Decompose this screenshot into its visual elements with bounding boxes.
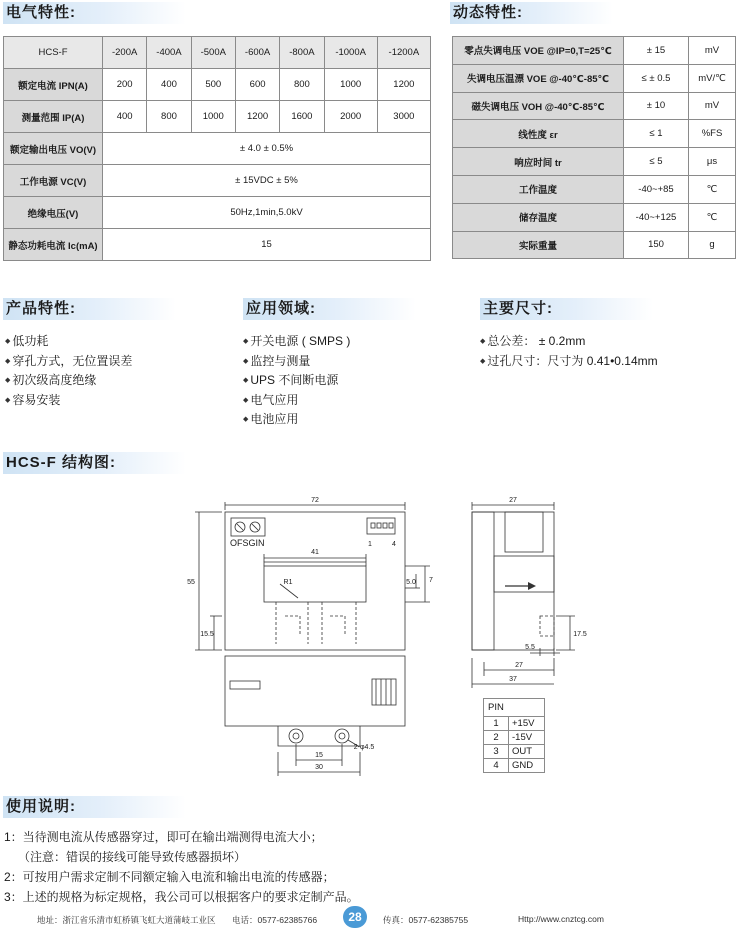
spec-value-cell: 200 (103, 69, 147, 101)
usage-line: （注意：错误的接线可能导致传感器损坏） (18, 850, 247, 864)
spec-value-cell: 600 (235, 69, 279, 101)
dynamic-unit: g (689, 231, 736, 259)
spec-row-label: 额定输出电压 VO(V) (4, 133, 103, 165)
usage-line: 2：可按用户需求定制不同额定输入电流和输出电流的传感器； (4, 870, 335, 884)
list-item: ◆ 电气应用 (243, 391, 350, 411)
spec-row-label: 绝缘电压(V) (4, 197, 103, 229)
spec-value-cell: 1200 (377, 69, 430, 101)
bottom-view-body (225, 656, 405, 726)
spec-value-cell: 800 (147, 101, 191, 133)
dim-17-5: 17.5 (573, 631, 587, 638)
dynamic-unit: ℃ (689, 203, 736, 231)
list-item: ◆ 开关电源 ( SMPS ) (243, 332, 350, 352)
applications-list (243, 332, 350, 430)
dim-side-width: 27 (509, 497, 517, 504)
dynamic-unit: μs (689, 148, 736, 176)
dim-height: 55 (187, 579, 195, 586)
dynamic-row (453, 37, 736, 65)
page-number: 28 (343, 906, 367, 928)
spec-header-row (4, 37, 431, 69)
dynamic-value: -40~+125 (624, 203, 689, 231)
dim-radius: R1 (283, 579, 293, 586)
section-title-application: 应用领域: (243, 298, 416, 320)
list-item: ◆ 容易安装 (5, 391, 132, 411)
usage-notes (4, 827, 359, 907)
spec-value-cell: 3000 (377, 101, 430, 133)
dynamic-value: -40~+85 (624, 175, 689, 203)
dim-hole: 2-φ4.5 (353, 744, 375, 751)
spec-row-label: 静态功耗电流 Ic(mA) (4, 229, 103, 261)
dim-30: 30 (315, 764, 323, 771)
spec-model-cell: -200A (103, 37, 147, 69)
spec-value-cell: 500 (191, 69, 235, 101)
spec-model-cell: -500A (191, 37, 235, 69)
pin-signal: -15V (509, 731, 545, 745)
spec-row (4, 69, 431, 101)
spec-value-cell: 2000 (324, 101, 377, 133)
dynamic-label: 储存温度 (453, 203, 624, 231)
dynamic-label: 线性度 εr (453, 120, 624, 148)
spec-value-cell: 1200 (235, 101, 279, 133)
pin-row (484, 717, 545, 731)
spec-merged-value: ± 4.0 ± 0.5% (103, 133, 431, 165)
spec-merged-row (4, 229, 431, 261)
dynamic-row (453, 203, 736, 231)
dim-15: 15 (315, 752, 323, 759)
section-title-product: 产品特性: (3, 298, 176, 320)
footer-fax: 传真：0577-62385755 (383, 915, 469, 925)
spec-header-label: HCS-F (4, 37, 103, 69)
pin-first-label: 1 (368, 541, 372, 548)
pin-number: 3 (484, 745, 509, 759)
front-view-body (225, 512, 405, 650)
dim-5-5: 5.5 (525, 644, 535, 651)
list-item: ◆ 低功耗 (5, 332, 132, 352)
section-title-structure: HCS-F 结构图: (3, 452, 186, 474)
spec-row (4, 101, 431, 133)
dynamic-unit: mV/℃ (689, 64, 736, 92)
electrical-spec-table (3, 36, 431, 261)
pin-table (483, 698, 545, 773)
spec-merged-row (4, 133, 431, 165)
footer-address: 地址：浙江省乐清市虹桥镇飞虹大道蒲岐工业区 (37, 915, 216, 925)
pin-header: PIN (484, 699, 545, 717)
list-item: ◆ 监控与测量 (243, 352, 350, 372)
pin-row (484, 745, 545, 759)
spec-model-cell: -1200A (377, 37, 430, 69)
footer-web: Http://www.cnztcg.com (518, 914, 604, 924)
dynamic-value: 150 (624, 231, 689, 259)
spec-row-label: 测量范围 IP(A) (4, 101, 103, 133)
spec-merged-value: ± 15VDC ± 5% (103, 165, 431, 197)
dim-aperture-width: 41 (311, 549, 319, 556)
dynamic-value: ± 15 (624, 37, 689, 65)
pin-number: 2 (484, 731, 509, 745)
dynamic-row (453, 64, 736, 92)
section-title-size: 主要尺寸: (480, 298, 653, 320)
dynamic-unit: mV (689, 92, 736, 120)
pin-number: 4 (484, 759, 509, 773)
pin-row (484, 731, 545, 745)
dynamic-value: ≤ 5 (624, 148, 689, 176)
dynamic-label: 零点失调电压 VOE @IP=0,T=25℃ (453, 37, 624, 65)
list-item: ◆ 过孔尺寸：尺寸为 0.41•0.14mm (480, 352, 658, 372)
spec-value-cell: 800 (280, 69, 324, 101)
side-view-body (472, 512, 554, 650)
spec-merged-value: 50Hz,1min,5.0kV (103, 197, 431, 229)
spec-model-cell: -800A (280, 37, 324, 69)
spec-model-cell: -600A (235, 37, 279, 69)
spec-row-label: 额定电流 IPN(A) (4, 69, 103, 101)
spec-value-cell: 400 (147, 69, 191, 101)
product-features-list (5, 332, 132, 410)
dynamic-unit: mV (689, 37, 736, 65)
list-item: ◆ 初次级高度绝缘 (5, 371, 132, 391)
dynamic-unit: ℃ (689, 175, 736, 203)
list-item: ◆ UPS 不间断电源 (243, 371, 350, 391)
mounting-flange (278, 726, 360, 746)
dynamic-label: 磁失调电压 VOH @-40℃-85℃ (453, 92, 624, 120)
pin-signal: +15V (509, 717, 545, 731)
pin-number: 1 (484, 717, 509, 731)
spec-model-cell: -1000A (324, 37, 377, 69)
dynamic-unit: %FS (689, 120, 736, 148)
spec-merged-value: 15 (103, 229, 431, 261)
pin-last-label: 4 (392, 541, 396, 548)
dynamic-label: 失调电压温漂 VOE @-40℃-85℃ (453, 64, 624, 92)
current-arrow-icon (528, 582, 536, 590)
list-item: ◆ 总公差： ± 0.2mm (480, 332, 658, 352)
spec-merged-row (4, 197, 431, 229)
dynamic-row (453, 120, 736, 148)
list-item: ◆ 电池应用 (243, 410, 350, 430)
dynamic-value: ± 10 (624, 92, 689, 120)
dim-width: 72 (311, 497, 319, 504)
main-size-list (480, 332, 658, 371)
usage-line: 1：当待测电流从传感器穿过，即可在输出端测得电流大小； (4, 830, 323, 844)
dynamic-value: ≤ 1 (624, 120, 689, 148)
section-title-electrical: 电气特性: (3, 2, 186, 24)
spec-value-cell: 1600 (280, 101, 324, 133)
structure-diagram (0, 476, 739, 806)
footer-phone: 电话：0577-62385766 (232, 915, 318, 925)
brand-label: OFSGIN (230, 538, 265, 548)
dim-15-5: 15.5 (200, 631, 214, 638)
spec-merged-row (4, 165, 431, 197)
spec-model-cell: -400A (147, 37, 191, 69)
dynamic-value: ≤ ± 0.5 (624, 64, 689, 92)
pin-header-row (484, 699, 545, 717)
spec-value-cell: 400 (103, 101, 147, 133)
spec-row-label: 工作电源 VC(V) (4, 165, 103, 197)
aperture (264, 566, 366, 602)
dynamic-spec-table (452, 36, 736, 259)
usage-line: 3：上述的规格为标定规格，我公司可以根据客户的要求定制产品。 (4, 890, 359, 904)
pin-row (484, 759, 545, 773)
dynamic-label: 实际重量 (453, 231, 624, 259)
dynamic-row (453, 92, 736, 120)
dim-27-bottom: 27 (515, 662, 523, 669)
section-title-dynamic: 动态特性: (450, 2, 613, 24)
dynamic-label: 响应时间 tr (453, 148, 624, 176)
pin-signal: OUT (509, 745, 545, 759)
spec-value-cell: 1000 (324, 69, 377, 101)
dynamic-row (453, 175, 736, 203)
list-item: ◆ 穿孔方式，无位置误差 (5, 352, 132, 372)
dynamic-label: 工作温度 (453, 175, 624, 203)
dim-5-0: 5.0 (406, 579, 416, 586)
pin-signal: GND (509, 759, 545, 773)
dim-7: 7 (429, 577, 433, 584)
section-title-usage: 使用说明: (3, 796, 186, 818)
dynamic-row (453, 231, 736, 259)
spec-value-cell: 1000 (191, 101, 235, 133)
dim-37: 37 (509, 676, 517, 683)
dynamic-row (453, 148, 736, 176)
